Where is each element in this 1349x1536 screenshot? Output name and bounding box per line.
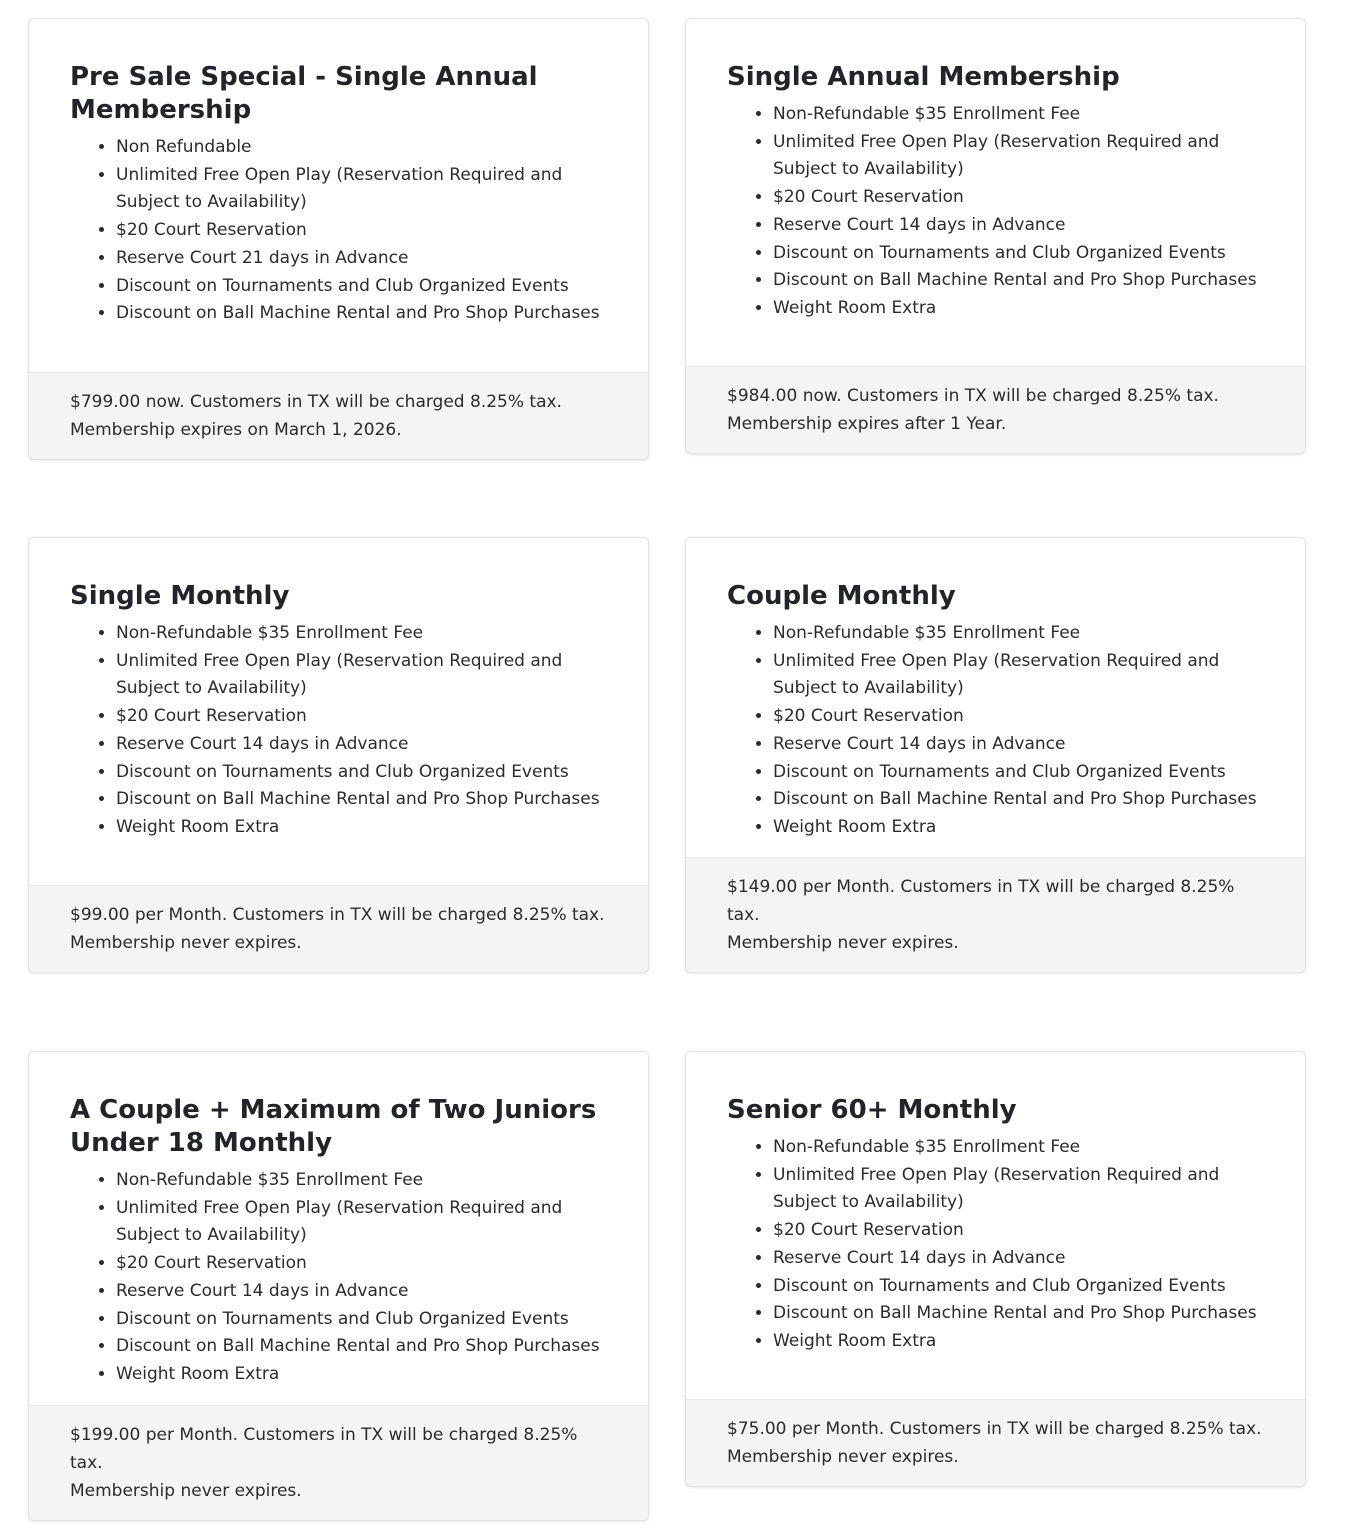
card-title: Couple Monthly — [727, 581, 956, 611]
feature-item: • Discount on Ball Machine Rental and Pro Shop Purchases — [116, 786, 608, 814]
feature-item: • Non-Refundable $35 Enrollment Fee — [773, 620, 1265, 648]
feature-item: • Unlimited Free Open Play (Reservation Required and Subject to Availability) — [773, 1162, 1265, 1217]
feature-item: • Discount on Tournaments and Club Organized Events — [773, 1273, 1265, 1301]
card-title: Senior 60+ Monthly — [727, 1095, 1017, 1125]
feature-item: • Unlimited Free Open Play (Reservation Required and Subject to Availability) — [773, 648, 1265, 703]
feature-item: • Reserve Court 14 days in Advance — [773, 1245, 1265, 1273]
feature-item: • $20 Court Reservation — [116, 703, 608, 731]
feature-item: • Non-Refundable $35 Enrollment Fee — [773, 101, 1265, 129]
expiry-line: Membership never expires. — [727, 1447, 959, 1467]
card-title: Single Monthly — [70, 581, 290, 611]
membership-card-family-monthly[interactable] — [28, 1051, 649, 1521]
price-line: $99.00 per Month. Customers in TX will be charged 8.25% tax. — [70, 905, 605, 925]
feature-item: • Weight Room Extra — [773, 295, 1265, 323]
feature-item: • $20 Court Reservation — [773, 184, 1265, 212]
feature-list — [727, 620, 1265, 842]
feature-item: • Reserve Court 14 days in Advance — [773, 212, 1265, 240]
expiry-line: Membership never expires. — [727, 933, 959, 953]
feature-item: • Discount on Tournaments and Club Organized Events — [116, 273, 608, 301]
feature-item: • Discount on Ball Machine Rental and Pro Shop Purchases — [773, 1300, 1265, 1328]
feature-item: • Non-Refundable $35 Enrollment Fee — [116, 1167, 608, 1195]
feature-list — [70, 134, 608, 328]
feature-item: • Reserve Court 21 days in Advance — [116, 245, 608, 273]
card-footer — [686, 366, 1305, 453]
feature-item: • Discount on Tournaments and Club Organized Events — [116, 1306, 608, 1334]
feature-list — [727, 101, 1265, 323]
feature-item: • Non-Refundable $35 Enrollment Fee — [773, 1134, 1265, 1162]
price-line: $799.00 now. Customers in TX will be charged 8.25% tax. — [70, 392, 562, 412]
feature-item: • Non Refundable — [116, 134, 608, 162]
feature-item: • Discount on Tournaments and Club Organized Events — [116, 759, 608, 787]
feature-item: • Discount on Tournaments and Club Organized Events — [773, 759, 1265, 787]
membership-card-couple-monthly[interactable] — [685, 537, 1306, 973]
feature-item: • Discount on Ball Machine Rental and Pro Shop Purchases — [116, 300, 608, 328]
feature-item: • Discount on Ball Machine Rental and Pro Shop Purchases — [773, 267, 1265, 295]
feature-item: • $20 Court Reservation — [773, 703, 1265, 731]
card-title: Pre Sale Special - Single Annual Membership — [70, 62, 538, 125]
card-footer — [29, 885, 648, 972]
membership-card-single-monthly[interactable] — [28, 537, 649, 973]
card-footer — [686, 857, 1305, 972]
feature-item: • Discount on Tournaments and Club Organized Events — [773, 240, 1265, 268]
price-line: $149.00 per Month. Customers in TX will be charged 8.25% tax. — [727, 877, 1235, 925]
feature-item: • Weight Room Extra — [773, 814, 1265, 842]
card-title: Single Annual Membership — [727, 62, 1120, 92]
card-body — [686, 19, 1305, 366]
feature-item: • Reserve Court 14 days in Advance — [773, 731, 1265, 759]
feature-item: • Unlimited Free Open Play (Reservation Required and Subject to Availability) — [116, 1195, 608, 1250]
membership-card-senior-monthly[interactable] — [685, 1051, 1306, 1487]
feature-item: • Discount on Ball Machine Rental and Pro Shop Purchases — [116, 1333, 608, 1361]
feature-item: • $20 Court Reservation — [773, 1217, 1265, 1245]
expiry-line: Membership never expires. — [70, 933, 302, 953]
card-body — [29, 538, 648, 885]
price-line: $199.00 per Month. Customers in TX will be charged 8.25% tax. — [70, 1425, 578, 1473]
feature-item: • $20 Court Reservation — [116, 217, 608, 245]
card-footer — [686, 1399, 1305, 1486]
feature-item: • Discount on Ball Machine Rental and Pro Shop Purchases — [773, 786, 1265, 814]
feature-item: • Unlimited Free Open Play (Reservation Required and Subject to Availability) — [116, 162, 608, 217]
feature-item: • Reserve Court 14 days in Advance — [116, 1278, 608, 1306]
card-body — [29, 1052, 648, 1405]
feature-item: • Reserve Court 14 days in Advance — [116, 731, 608, 759]
expiry-line: Membership expires on March 1, 2026. — [70, 420, 402, 440]
card-footer — [29, 372, 648, 459]
feature-item: • Non-Refundable $35 Enrollment Fee — [116, 620, 608, 648]
expiry-line: Membership expires after 1 Year. — [727, 414, 1007, 434]
feature-list — [70, 1167, 608, 1389]
feature-item: • Weight Room Extra — [116, 1361, 608, 1389]
membership-card-single-annual[interactable] — [685, 18, 1306, 454]
card-body — [686, 538, 1305, 857]
feature-item: • Weight Room Extra — [773, 1328, 1265, 1356]
feature-item: • Weight Room Extra — [116, 814, 608, 842]
price-line: $75.00 per Month. Customers in TX will be charged 8.25% tax. — [727, 1419, 1262, 1439]
feature-item: • Unlimited Free Open Play (Reservation Required and Subject to Availability) — [773, 129, 1265, 184]
feature-list — [727, 1134, 1265, 1356]
feature-item: • $20 Court Reservation — [116, 1250, 608, 1278]
card-title: A Couple + Maximum of Two Juniors Under 18 Monthly — [70, 1095, 597, 1158]
card-body — [686, 1052, 1305, 1399]
feature-item: • Unlimited Free Open Play (Reservation Required and Subject to Availability) — [116, 648, 608, 703]
price-line: $984.00 now. Customers in TX will be charged 8.25% tax. — [727, 386, 1219, 406]
membership-card-pre-sale-annual[interactable] — [28, 18, 649, 460]
card-footer — [29, 1405, 648, 1520]
feature-list — [70, 620, 608, 842]
card-body — [29, 19, 648, 372]
expiry-line: Membership never expires. — [70, 1481, 302, 1501]
